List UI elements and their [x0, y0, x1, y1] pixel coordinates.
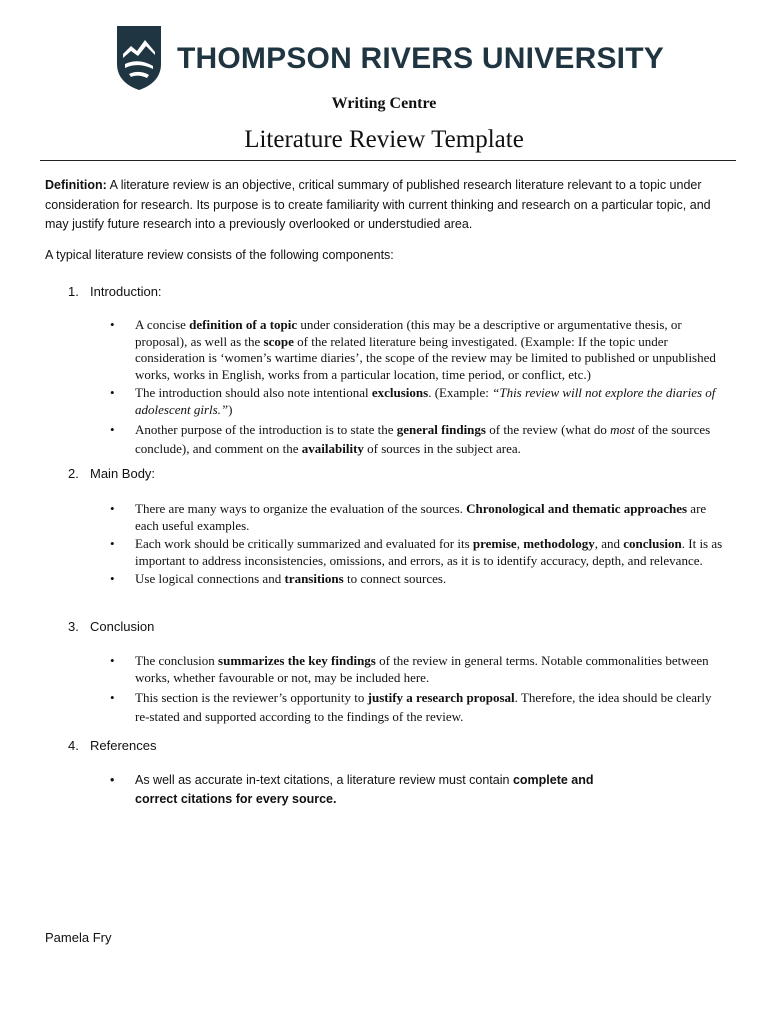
author-name: Pamela Fry [45, 930, 112, 945]
references-bullets [110, 771, 610, 811]
tru-crest-icon [113, 24, 165, 92]
title-divider [40, 160, 736, 161]
bullet-icon: • [110, 385, 115, 400]
bullet-icon: • [110, 422, 115, 437]
bullet-icon: • [110, 571, 115, 586]
page-title: Literature Review Template [244, 126, 524, 153]
list-item: • Each work should be critically summarized and evaluated for its premise, methodology, and conclusion. It is as important to address inconsistencies, omissions, and errors, as it is to identify accuracy, depth, and relevance. [110, 536, 723, 568]
components-intro: A typical literature review consists of the following components: [45, 248, 394, 262]
section-number: 1. [68, 284, 79, 299]
bullet-icon: • [110, 536, 115, 551]
list-item: • There are many ways to organize the evaluation of the sources. Chronological and thematic approaches are each useful examples. [110, 501, 707, 533]
list-item: • The introduction should also note intentional exclusions. (Example: “This review will not explore the diaries of adolescent girls.”) [110, 385, 716, 417]
list-item: • This section is the reviewer’s opportunity to justify a research proposal. Therefore, the idea should be clearly re-stated and supported according to the findings of the review. [110, 690, 712, 724]
introduction-bullets [110, 317, 726, 460]
bullet-icon: • [110, 690, 115, 705]
bullet-icon: • [110, 653, 115, 668]
bullet-icon: • [110, 501, 115, 516]
section-number: 2. [68, 466, 79, 481]
list-item: • Another purpose of the introduction is to state the general findings of the review (what do most of the sources conclude), and comment on the availability of sources in the subject area. [110, 422, 711, 456]
writing-centre-label: Writing Centre [331, 95, 437, 112]
university-logo [113, 24, 673, 92]
list-item: • The conclusion summarizes the key findings of the review in general terms. Notable commonalities between works, whether favourable or not, may be included here. [110, 653, 709, 685]
bullet-icon: • [110, 317, 115, 332]
section-heading: Conclusion [90, 619, 155, 634]
definition-paragraph [45, 176, 725, 235]
section-main-body-heading [68, 465, 155, 483]
section-references-heading [68, 737, 156, 755]
section-number: 4. [68, 738, 79, 753]
list-item: • As well as accurate in-text citations, a literature review must contain complete and correct citations for every source. [110, 773, 594, 806]
list-item: • A concise definition of a topic under consideration (this may be a descriptive or argumentative thesis, or proposal), as well as the scope of the related literature being investigated. (Example: If the topic under consideration is ‘women’s wartime diaries’, the scope of the review may be limited to published or unpublished works, works in English, works from a particular location, time period, or conflict, etc.) [110, 317, 716, 382]
university-name: THOMPSON RIVERS UNIVERSITY [177, 42, 664, 75]
definition-label: Definition: [45, 178, 107, 192]
section-heading: Introduction: [90, 284, 162, 299]
section-heading: Main Body: [90, 466, 156, 481]
section-introduction-heading [68, 283, 162, 301]
main-body-bullets [110, 501, 726, 590]
section-heading: References [90, 738, 157, 753]
list-item: • Use logical connections and transitions to connect sources. [110, 571, 447, 586]
bullet-icon: • [110, 773, 115, 787]
definition-text: A literature review is an objective, critical summary of published research literature relevant to a topic under consideration for research. Its purpose is to create familiarity with current thinking and research on a particular topic, and may justify future research into a previously overlooked or understudied area. [45, 178, 711, 231]
section-number: 3. [68, 619, 79, 634]
section-conclusion-heading [68, 618, 154, 636]
conclusion-bullets [110, 653, 726, 728]
